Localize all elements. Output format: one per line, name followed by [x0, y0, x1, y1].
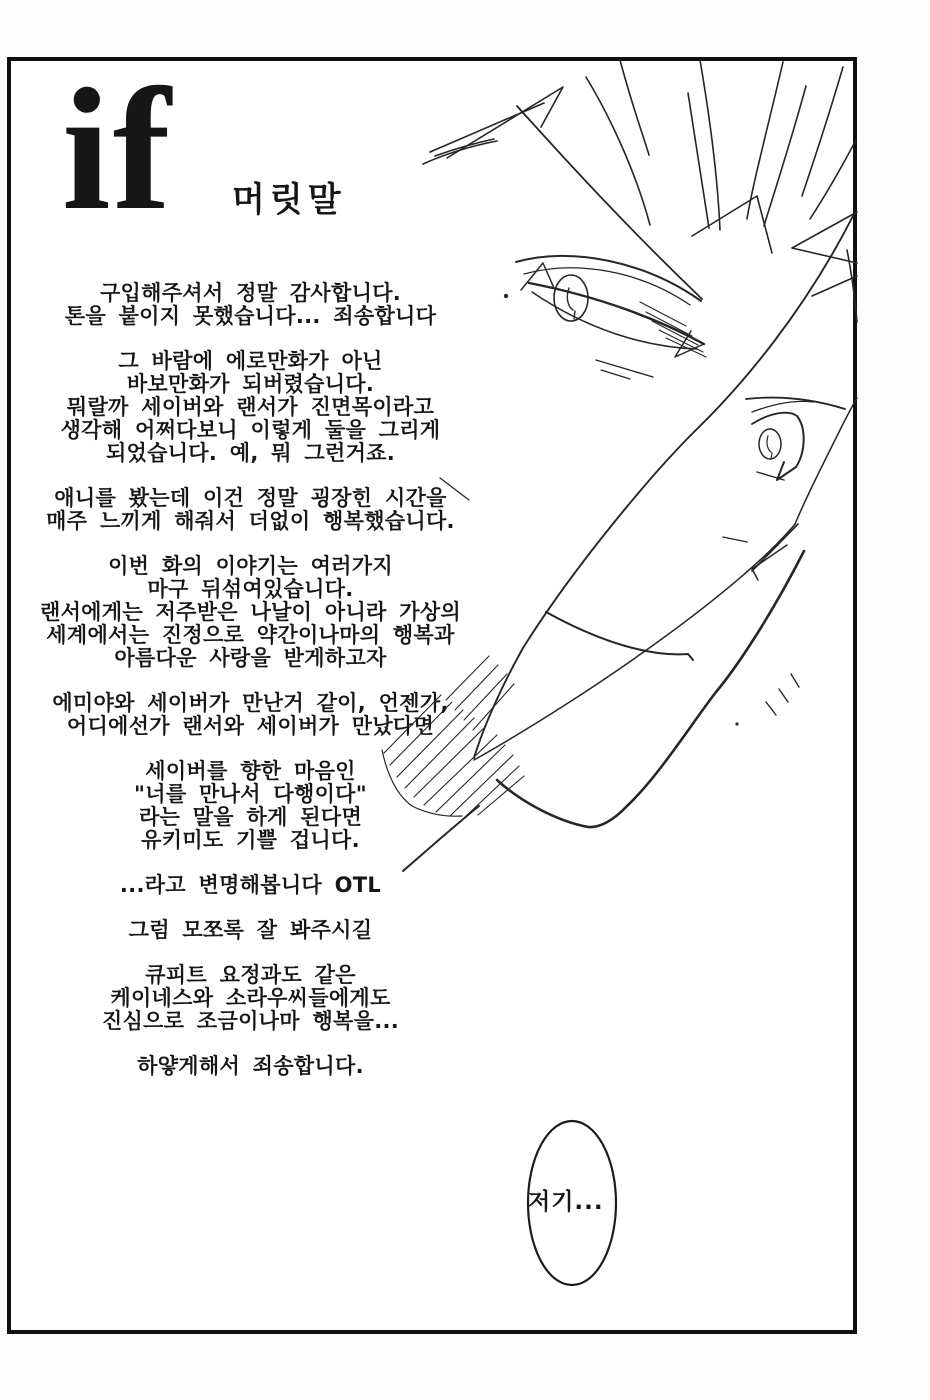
text-line: 케이네스와 소라우씨들에게도	[110, 986, 391, 1010]
text-line: 랜서에게는 저주받은 나날이 아니라 가상의	[40, 600, 461, 624]
text-line: 매주 느끼게 해줘서 더없이 행복했습니다.	[46, 509, 455, 533]
text-line: 뭐랄까 세이버와 랜서가 진면목이라고	[66, 395, 435, 419]
text-line: 라는 말을 하게 된다면	[138, 805, 363, 829]
text-line: 진심으로 조금이나마 행복을...	[101, 1009, 400, 1033]
text-line: 애니를 봤는데 이건 정말 굉장힌 시간을	[54, 486, 447, 510]
right-eye	[746, 398, 845, 480]
foreword-text	[18, 282, 483, 1100]
nose-and-mouth	[546, 524, 798, 660]
paragraph	[18, 874, 483, 897]
text-line: 세계에서는 진정으로 약간이나마의 행복과	[46, 623, 455, 647]
paragraph	[18, 350, 483, 465]
paragraph	[18, 282, 483, 328]
text-line: 세이버를 향한 마음인	[145, 759, 356, 783]
text-line: 바보만화가 되버렸습니다.	[126, 372, 375, 396]
text-line: 그 바람에 에로만화가 아닌	[118, 349, 383, 373]
text-line: 하얗게해서 죄송합니다.	[137, 1054, 364, 1078]
text-line: 되었습니다. 예, 뭐 그런거죠.	[105, 441, 396, 465]
text-line: 큐피트 요정과도 같은	[145, 963, 356, 987]
text-line: 마구 뒤섞여있습니다.	[147, 577, 354, 601]
text-line: 에미야와 세이버가 만난거 같이, 언젠가,	[52, 691, 449, 715]
speech-bubble-text: 저기...	[528, 1189, 604, 1215]
text-line: "너를 만나서 다행이다"	[134, 782, 367, 806]
hair-spikes	[423, 60, 857, 322]
text-line: 구입해주셔서 정말 감사합니다.	[99, 281, 402, 305]
paragraph	[18, 964, 483, 1033]
paragraph	[18, 760, 483, 852]
paragraph	[18, 919, 483, 942]
text-line: 이번 화의 이야기는 여러가지	[108, 554, 393, 578]
text-line: 유키미도 기쁠 겁니다.	[141, 828, 360, 852]
page-title: if	[62, 52, 173, 246]
paragraph	[18, 692, 483, 738]
text-line: 어디에선가 랜서와 세이버가 만났다면	[66, 714, 435, 738]
text-line: 톤을 붙이지 못했습니다... 죄송합니다	[64, 304, 437, 328]
text-line: ...라고 변명해봅니다 OTL	[119, 873, 382, 897]
text-line: 생각해 어쩌다보니 이렇게 둘을 그리게	[60, 418, 441, 442]
paragraph	[18, 487, 483, 533]
section-label: 머릿말	[232, 180, 346, 220]
text-line: 아름다운 사랑을 받게하고자	[114, 646, 387, 670]
paragraph	[18, 1055, 483, 1078]
hair-strand	[474, 216, 857, 760]
text-line: 그럼 모쪼록 잘 봐주시길	[128, 918, 373, 942]
paragraph	[18, 555, 483, 670]
